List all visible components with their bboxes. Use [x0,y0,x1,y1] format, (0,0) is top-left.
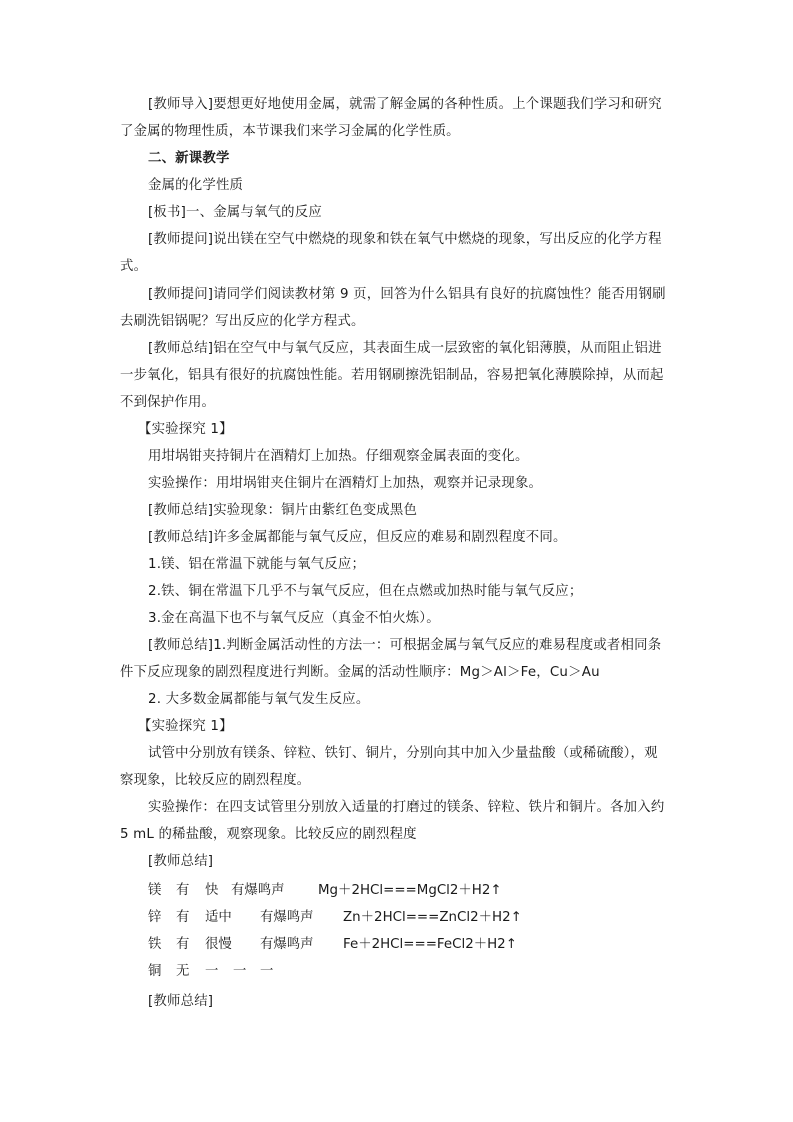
speed-cell: 一 [205,964,219,979]
summary2-point3: 3.金在高温下也不与氧气反应（真金不怕火炼）。 [148,611,440,626]
teacher-summary1-line2: 一步氧化，铝具有很好的抗腐蚀性能。若用钢刷擦洗铝制品，容易把氧化薄膜除掉，从而起 [120,368,664,383]
metal-cell: 铁 [148,937,162,952]
experiment2-operation-line2: 5 mL 的稀盐酸，观察现象。比较反应的剧烈程度 [120,827,417,842]
sound-cell: 一 [233,964,247,979]
speed-cell: 快 [205,883,219,898]
experiment1-observation: [教师总结]实验现象：铜片由紫红色变成黑色 [148,503,418,518]
sound-cell: 有爆鸣声 [260,937,314,952]
teacher-question2-line2: 去刷洗铝锅呢？写出反应的化学方程式。 [120,314,365,329]
equation-cell: 一 [260,964,274,979]
equation-cell: Mg＋2HCl===MgCl2＋H2↑ [318,883,502,898]
experiment2-description-line1: 试管中分别放有镁条、锌粒、铁钉、铜片，分别向其中加入少量盐酸（或稀硫酸），观 [148,746,658,761]
bubble-cell: 有 [176,937,190,952]
teacher-question1-line2: 式。 [120,259,148,274]
summary2-point2: 2.铁、铜在常温下几乎不与氧气反应，但在点燃或加热时能与氧气反应； [148,584,583,599]
teacher-question2-line1: [教师提问]请同学们阅读教材第 9 页，回答为什么铝具有良好的抗腐蚀性？能否用钢刷 [148,287,666,302]
paragraph-intro-line2: 了金属的物理性质，本节课我们来学习金属的化学性质。 [120,124,460,139]
teacher-summary3-line2: 件下反应现象的剧烈程度进行判断。金属的活动性顺序：Mg＞Al＞Fe，Cu＞Au [120,665,600,680]
speed-cell: 适中 [205,910,232,925]
experiment2-title: 【实验探究 1】 [138,719,233,734]
speed-cell: 很慢 [205,937,232,952]
section-heading-new-lesson: 二、新课教学 [148,151,230,166]
summary2-point1: 1.镁、铝在常温下就能与氧气反应； [148,557,366,572]
experiment2-description-line2: 察现象，比较反应的剧烈程度。 [120,773,311,788]
summary3-point2: 2. 大多数金属都能与氧气发生反应。 [148,692,370,707]
metal-cell: 镁 [148,883,162,898]
experiment1-operation: 实验操作：用坩埚钳夹住铜片在酒精灯上加热，观察并记录现象。 [148,476,543,491]
experiment1-title: 【实验探究 1】 [138,422,233,437]
teacher-summary4: [教师总结] [148,854,214,869]
bubble-cell: 有 [176,883,190,898]
equation-cell: Zn＋2HCl===ZnCl2＋H2↑ [343,910,522,925]
metal-cell: 锌 [148,910,162,925]
subheading-chemical-properties: 金属的化学性质 [148,178,244,193]
teacher-summary1-line1: [教师总结]铝在空气中与氧气反应，其表面生成一层致密的氧化铝薄膜，从而阻止铝进 [148,341,662,356]
teacher-summary5: [教师总结] [148,994,214,1009]
equation-cell: Fe＋2HCl===FeCl2＋H2↑ [343,937,517,952]
sound-cell: 有爆鸣声 [231,883,285,898]
metal-cell: 铜 [148,964,162,979]
teacher-question1-line1: [教师提问]说出镁在空气中燃烧的现象和铁在氧气中燃烧的现象，写出反应的化学方程 [148,232,662,247]
teacher-summary1-line3: 不到保护作用。 [120,395,216,410]
paragraph-intro-line1: [教师导入]要想更好地使用金属，就需了解金属的各种性质。上个课题我们学习和研究 [148,97,662,112]
board-note: [板书]一、金属与氧气的反应 [148,205,322,220]
experiment1-description: 用坩埚钳夹持铜片在酒精灯上加热。仔细观察金属表面的变化。 [148,449,529,464]
bubble-cell: 有 [176,910,190,925]
experiment2-operation-line1: 实验操作：在四支试管里分别放入适量的打磨过的镁条、锌粒、铁片和铜片。各加入约 [148,800,665,815]
sound-cell: 有爆鸣声 [260,910,314,925]
teacher-summary2: [教师总结]许多金属都能与氧气反应，但反应的难易和剧烈程度不同。 [148,530,567,545]
teacher-summary3-line1: [教师总结]1.判断金属活动性的方法一：可根据金属与氧气反应的难易程度或者相同条 [148,638,662,653]
bubble-cell: 无 [176,964,190,979]
